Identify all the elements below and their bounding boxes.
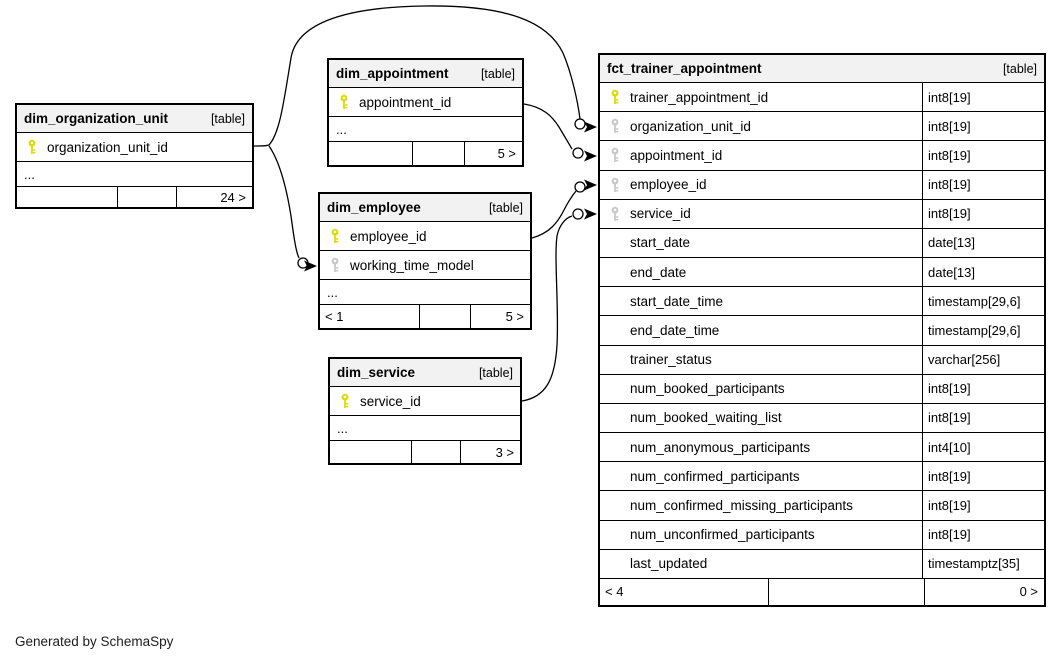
table-header[interactable]: [17, 105, 252, 133]
column-type: date[13]: [922, 258, 1044, 286]
column-name: num_confirmed_missing_participants: [630, 497, 853, 513]
hidden-columns-ellipsis: ...: [17, 162, 252, 187]
column-name: employee_id: [350, 228, 427, 244]
footer-middle-cell: [411, 441, 460, 463]
column-row-num_unconfirmed_participants: [600, 521, 1044, 550]
column-type: int8[19]: [922, 141, 1044, 169]
column-name: end_date_time: [630, 322, 720, 338]
column-row-working_time_model: [320, 251, 530, 280]
table-footer: [330, 441, 520, 463]
column-name: num_booked_participants: [630, 381, 785, 397]
table-title: dim_service: [337, 365, 416, 380]
table-dim_employee[interactable]: [318, 192, 532, 330]
footer-parent-count: [17, 187, 117, 207]
table-dim_organization_unit[interactable]: [15, 103, 254, 209]
column-name: start_date: [630, 235, 691, 251]
column-row-organization_unit_id: [600, 112, 1044, 141]
table-dim_service[interactable]: [328, 357, 522, 465]
footer-middle-cell: [419, 305, 470, 328]
table-badge: [table]: [488, 200, 523, 215]
column-type: timestamp[29,6]: [922, 316, 1044, 344]
foreign-key-icon: [609, 118, 622, 134]
column-name: service_id: [360, 393, 421, 409]
footer-parent-count: < 1: [325, 309, 344, 324]
table-header[interactable]: [600, 55, 1044, 83]
footer-child-count: 0 >: [924, 579, 1044, 605]
column-row-start_date_time: [600, 287, 1044, 316]
footer-middle-cell: [117, 187, 176, 207]
column-row-num_confirmed_participants: [600, 462, 1044, 491]
column-name: last_updated: [630, 556, 708, 572]
column-type: int8[19]: [922, 491, 1044, 519]
hidden-columns-ellipsis: ...: [320, 280, 530, 305]
table-footer: [600, 579, 1044, 605]
column-name: appointment_id: [359, 94, 452, 110]
column-row-trainer_appointment_id: [600, 83, 1044, 112]
rel-appointment-to-fct-line: [524, 104, 597, 162]
table-footer: [17, 187, 252, 207]
column-type: int8[19]: [922, 375, 1044, 403]
primary-key-icon: [609, 89, 622, 105]
column-name: trainer_status: [630, 352, 712, 368]
footer-parent-count: < 4: [605, 584, 624, 600]
column-row-trainer_status: [600, 346, 1044, 375]
column-row-service_id: [330, 387, 520, 416]
column-name: working_time_model: [350, 257, 474, 273]
column-row-employee_id: [600, 171, 1044, 200]
column-type: int8[19]: [922, 404, 1044, 432]
foreign-key-icon: [609, 177, 622, 193]
column-type: int8[19]: [922, 200, 1044, 228]
column-name: num_booked_waiting_list: [630, 410, 782, 426]
column-name: end_date: [630, 264, 687, 280]
table-badge: [table]: [478, 365, 513, 380]
column-row-employee_id: [320, 222, 530, 251]
foreign-key-icon: [329, 257, 342, 273]
column-type: date[13]: [922, 229, 1044, 257]
column-name: start_date_time: [630, 293, 724, 309]
column-type: int4[10]: [922, 433, 1044, 461]
column-row-num_anonymous_participants: [600, 433, 1044, 462]
foreign-key-icon: [609, 147, 622, 163]
column-row-end_date: [600, 258, 1044, 287]
footer-middle-cell: [412, 142, 464, 165]
table-header[interactable]: [320, 194, 530, 222]
column-row-num_booked_waiting_list: [600, 404, 1044, 433]
table-footer: [320, 305, 530, 328]
table-badge: [table]: [480, 66, 515, 81]
footer-child-count: 3 >: [460, 441, 520, 463]
rel-orgunit-to-employee-line: [269, 146, 317, 272]
column-row-start_date: [600, 229, 1044, 258]
column-type: int8[19]: [922, 112, 1044, 140]
table-dim_appointment[interactable]: [327, 58, 524, 167]
column-type: int8[19]: [922, 83, 1044, 111]
column-row-service_id: [600, 200, 1044, 229]
column-name: appointment_id: [630, 147, 723, 163]
column-row-appointment_id: [329, 88, 522, 117]
footer-child-count: 5 >: [464, 142, 522, 165]
column-name: organization_unit_id: [630, 118, 751, 134]
column-name: num_unconfirmed_participants: [630, 527, 815, 543]
column-type: int8[19]: [922, 521, 1044, 549]
footer-parent-count: [330, 441, 411, 463]
foreign-key-icon: [609, 206, 622, 222]
table-badge: [table]: [210, 111, 245, 126]
table-badge: [table]: [1002, 61, 1037, 76]
primary-key-icon: [339, 393, 352, 409]
schemaspy-credit: Generated by SchemaSpy: [15, 634, 174, 649]
column-row-appointment_id: [600, 141, 1044, 170]
column-type: timestamptz[35]: [922, 550, 1044, 578]
column-type: int8[19]: [922, 462, 1044, 490]
footer-child-count: 24 >: [176, 187, 252, 207]
table-title: fct_trainer_appointment: [607, 61, 762, 76]
table-header[interactable]: [329, 60, 522, 88]
column-name: num_anonymous_participants: [630, 439, 811, 455]
column-name: organization_unit_id: [47, 139, 168, 155]
column-row-organization_unit_id: [17, 133, 252, 162]
primary-key-icon: [329, 228, 342, 244]
footer-middle-cell: [768, 579, 924, 605]
column-name: employee_id: [630, 177, 707, 193]
table-fct_trainer_appointment[interactable]: [598, 53, 1046, 607]
hidden-columns-ellipsis: ...: [330, 416, 520, 441]
table-title: dim_appointment: [336, 66, 449, 81]
footer-parent-count: [329, 142, 412, 165]
column-type: timestamp[29,6]: [922, 287, 1044, 315]
table-footer: [329, 142, 522, 165]
footer-child-count: 5 >: [470, 305, 530, 328]
table-header[interactable]: [330, 359, 520, 387]
rel-employee-to-fct-line: [532, 180, 597, 239]
table-title: dim_employee: [327, 200, 421, 215]
column-row-last_updated: [600, 550, 1044, 579]
column-type: varchar[256]: [922, 346, 1044, 374]
table-title: dim_organization_unit: [24, 111, 169, 126]
column-type: int8[19]: [922, 171, 1044, 199]
column-name: service_id: [630, 206, 691, 222]
column-row-num_booked_participants: [600, 375, 1044, 404]
column-row-num_confirmed_missing_participants: [600, 491, 1044, 520]
column-row-end_date_time: [600, 316, 1044, 345]
hidden-columns-ellipsis: ...: [329, 117, 522, 142]
primary-key-icon: [338, 94, 351, 110]
primary-key-icon: [26, 139, 39, 155]
column-name: num_confirmed_participants: [630, 468, 800, 484]
column-name: trainer_appointment_id: [630, 89, 769, 105]
